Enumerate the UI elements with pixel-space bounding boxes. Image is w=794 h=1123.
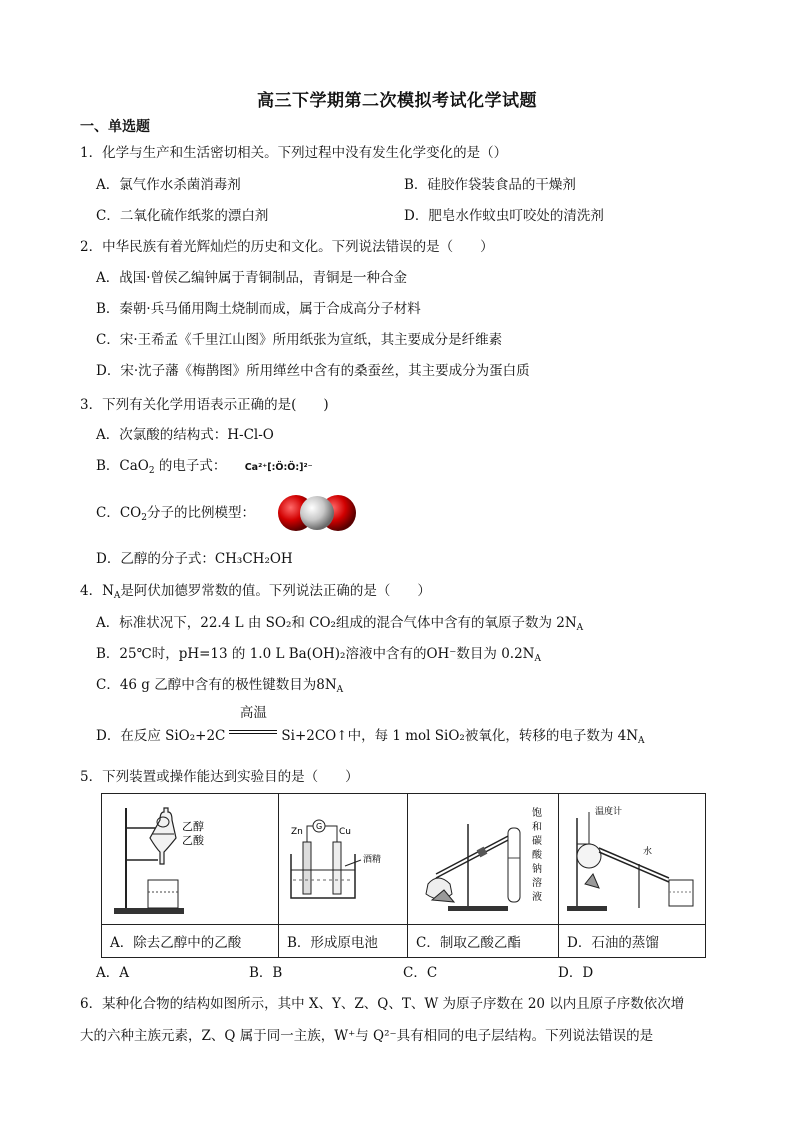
q4-option-a: A．标准状况下，22.4 L 由 SO₂和 CO₂组成的混合气体中含有的氧原子数为 $2N_A$ (96, 615, 584, 633)
label-water: 水 (643, 847, 653, 857)
co2-space-filling-model (272, 490, 362, 536)
reaction-condition: 高温 (239, 705, 267, 721)
distillation-diagram (559, 794, 705, 924)
q2-option-b: B．秦朝·兵马俑用陶土烧制而成，属于合成高分子材料 (96, 301, 421, 317)
cao2-electron-formula: Ca²⁺[:Ö:Ö:]²⁻ (244, 462, 313, 473)
q3-option-b: B．CaO$_2$ 的电子式： Ca²⁺[:Ö:Ö:]²⁻ (96, 458, 313, 476)
label-saturated-sodium-carbonate: 饱和碳酸钠溶液 (532, 808, 542, 903)
q2-option-a: A．战国·曾侯乙编钟属于青铜制品，青铜是一种合金 (96, 270, 408, 286)
experiment-table (101, 793, 706, 958)
label-acetic-acid: 乙酸 (182, 834, 204, 847)
q1-option-a: A．氯气作水杀菌消毒剂 (96, 177, 241, 193)
apparatus-d-cell (559, 794, 706, 925)
galvanic-cell-diagram (279, 794, 407, 924)
q6-line-2: 大的六种主族元素，Z、Q 属于同一主族，W⁺与 Q²⁻具有相同的电子层结构。下列说法错误的是 (80, 1028, 654, 1044)
q2-option-c: C．宋·王希孟《千里江山图》所用纸张为宣纸，其主要成分是纤维素 (96, 332, 503, 348)
q1-stem: 1．化学与生产和生活密切相关。下列过程中没有发生化学变化的是（） (80, 145, 508, 161)
q3-option-c: C．$CO_2$分子的比例模型： (96, 505, 255, 523)
section-heading: 一、单选题 (80, 119, 150, 135)
q5-option-d: D．D (558, 965, 594, 981)
label-alcohol: 酒精 (363, 855, 382, 865)
caption-d: D．石油的蒸馏 (559, 925, 706, 958)
caption-a: A．除去乙醇中的乙酸 (102, 925, 279, 958)
ester-preparation-diagram (408, 794, 558, 924)
q5-stem: 5．下列装置或操作能达到实验目的是（ ） (80, 769, 359, 785)
q4-stem: 4．$N_A$是阿伏加德罗常数的值。下列说法正确的是（ ） (80, 583, 431, 601)
separatory-funnel-diagram (102, 794, 278, 924)
q4-option-d: D．在反应 SiO₂+2C 高温 Si+2CO↑中，每 1 mol SiO₂被氧化，转移的电子数为 $4N_A$ (96, 705, 645, 746)
q3-option-d: D．乙醇的分子式：CH₃CH₂OH (96, 551, 293, 567)
q5-option-b: B．B (249, 965, 283, 981)
label-ethanol: 乙醇 (182, 820, 204, 833)
q6-line-1: 6．某种化合物的结构如图所示，其中 X、Y、Z、Q、T、W 为原子序数在 20 以内且原子序数依次增 (80, 996, 685, 1012)
svg-text:G: G (316, 822, 323, 831)
reaction-arrow (227, 705, 279, 740)
apparatus-a-cell (102, 794, 279, 925)
q1-option-c: C．二氧化硫作纸浆的漂白剂 (96, 208, 269, 224)
caption-c: C．制取乙酸乙酯 (408, 925, 559, 958)
caption-b: B．形成原电池 (279, 925, 408, 958)
label-zn: Zn (291, 827, 303, 837)
q2-option-d: D．宋·沈子藩《梅鹊图》所用缂丝中含有的桑蚕丝，其主要成分为蛋白质 (96, 363, 530, 379)
q3-option-a: A．次氯酸的结构式：H-Cl-O (96, 427, 274, 443)
q1-option-b: B．硅胶作袋装食品的干燥剂 (404, 177, 576, 193)
page-title: 高三下学期第二次模拟考试化学试题 (257, 91, 537, 111)
q1-option-d: D．肥皂水作蚊虫叮咬处的清洗剂 (404, 208, 604, 224)
label-cu: Cu (339, 827, 351, 837)
apparatus-c-cell (408, 794, 559, 925)
q5-option-c: C．C (403, 965, 438, 981)
carbon-atom (300, 496, 334, 530)
q5-option-a: A．A (96, 965, 129, 981)
q4-option-b: B．25℃时，pH=13 的 1.0 L Ba(OH)₂溶液中含有的OH⁻数目为 $0.2N_A$ (96, 646, 541, 664)
q4-option-c: C．46 g 乙醇中含有的极性键数目为$8N_A$ (96, 677, 344, 695)
q3-stem: 3．下列有关化学用语表示正确的是( ) (80, 397, 329, 413)
q2-stem: 2．中华民族有着光辉灿烂的历史和文化。下列说法错误的是（ ） (80, 239, 494, 255)
apparatus-b-cell (279, 794, 408, 925)
label-thermometer: 温度计 (595, 807, 623, 817)
